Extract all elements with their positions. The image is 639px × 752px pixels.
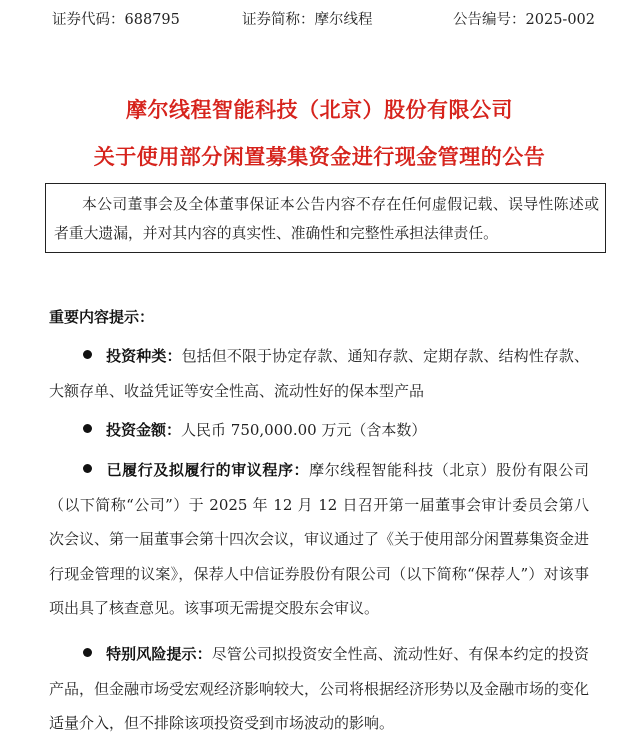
item-label: 投资金额： (106, 421, 182, 439)
document-header (52, 8, 595, 32)
item-text: 人民币 750,000.00 万元（含本数） (181, 421, 427, 439)
announcement-number: 公告编号：2025-002 (453, 12, 595, 28)
item-label: 已履行及拟履行的审议程序： (106, 461, 310, 479)
highlights-heading: 重要内容提示： (49, 308, 155, 326)
announcement-title: 关于使用部分闲置募集资金进行现金管理的公告 (93, 145, 546, 169)
item-label: 投资种类： (106, 347, 182, 365)
bullet-icon (83, 464, 92, 473)
highlight-item-investment-amount (49, 413, 589, 448)
bullet-icon (83, 424, 92, 433)
stock-abbreviation: 证券简称：摩尔线程 (242, 12, 373, 28)
highlight-item-risk-warning (49, 637, 589, 741)
item-text: 摩尔线程智能科技（北京）股份有限公司（以下简称“公司”）于 2025 年 12 月 12 日召开第一届董事会审计委员会第八次会议、第一届董事会第十四次会议，审议通过了《关于使用部分闲置募集资金进行现金管理的议案》，保荐人中信证券股份有限公司（以下简称“保荐人”）对该事项出具了核查意见。该事项无需提交股东会审议。 (49, 461, 590, 617)
bullet-icon (83, 350, 92, 359)
bullet-icon (83, 648, 92, 657)
company-title: 摩尔线程智能科技（北京）股份有限公司 (126, 98, 513, 122)
item-text: 尽管公司拟投资安全性高、流动性好、有保本约定的投资产品，但金融市场受宏观经济影响较大，公司将根据经济形势以及金融市场的变化适量介入，但不排除该项投资受到市场波动的影响。 (49, 645, 590, 732)
highlight-item-review-procedure (49, 453, 589, 626)
item-label: 特别风险提示： (106, 645, 212, 663)
disclaimer-box: 本公司董事会及全体董事保证本公告内容不存在任何虚假记载、误导性陈述或者重大遗漏，并对其内容的真实性、准确性和完整性承担法律责任。 (45, 183, 606, 253)
item-text: 包括但不限于协定存款、通知存款、定期存款、结构性存款、大额存单、收益凭证等安全性高、流动性好的保本型产品 (49, 347, 589, 400)
highlight-item-investment-type (49, 339, 589, 408)
stock-code: 证券代码：688795 (52, 12, 180, 28)
